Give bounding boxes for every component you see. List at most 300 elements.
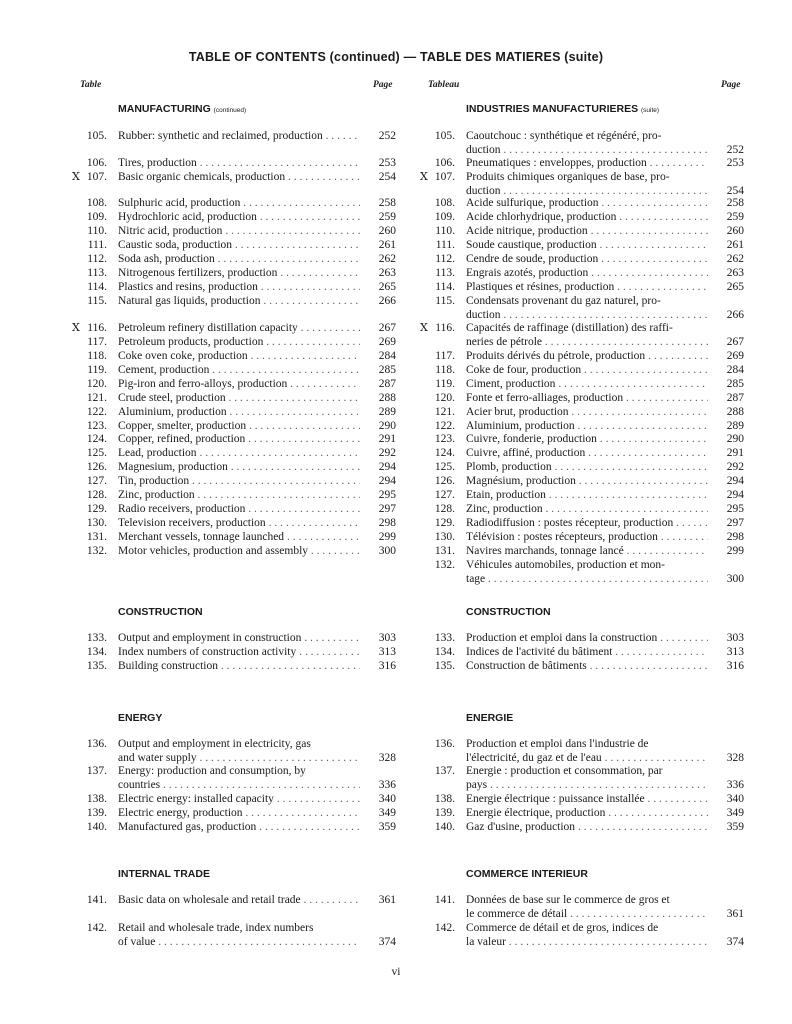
entry-number: 130.	[434, 531, 455, 543]
entry-number: 140.	[434, 821, 455, 833]
toc-entry	[428, 364, 744, 378]
entry-page-number: 298	[726, 531, 744, 543]
toc-entry	[428, 545, 744, 559]
entry-page-number: 316	[378, 660, 396, 672]
toc-entry	[80, 281, 396, 295]
entry-page-number: 259	[378, 211, 396, 223]
entry-page-number: 298	[378, 517, 396, 529]
entry-title-line: Radio receivers, production . . .	[118, 503, 360, 517]
entry-title-line: Engrais azotés, production . . .	[466, 267, 708, 281]
entry-title-line: Copper, smelter, production . . .	[118, 420, 360, 434]
toc-entry	[80, 793, 396, 807]
entry-title	[118, 765, 360, 792]
entry-title	[466, 211, 708, 225]
entry-title-line: Fonte et ferro-alliages, production . . .	[466, 392, 708, 406]
toc-entry	[428, 503, 744, 517]
entry-title-line: Acide nitrique, production . . .	[466, 225, 708, 239]
entry-title	[118, 336, 360, 350]
entry-title-line: Tin, production . . .	[118, 475, 360, 489]
entry-title-line: Building construction . . .	[118, 660, 360, 674]
entry-title	[118, 461, 360, 475]
entry-title	[118, 433, 360, 447]
toc-entry	[428, 447, 744, 461]
entry-title	[466, 793, 708, 807]
toc-entry	[428, 350, 744, 364]
toc-entry	[428, 489, 744, 503]
entry-title	[466, 157, 708, 171]
entry-number: 138.	[434, 793, 455, 805]
entry-title-line: Coke oven coke, production . . .	[118, 350, 360, 364]
toc-entry	[80, 267, 396, 281]
entry-page-number: 328	[378, 751, 396, 764]
entry-number: 116.	[87, 322, 107, 334]
entry-number: 132.	[86, 545, 107, 557]
entry-title	[118, 738, 360, 765]
toc-entry	[428, 559, 744, 586]
toc-entry	[80, 646, 396, 660]
entry-title	[466, 447, 708, 461]
entry-title-line: pays . . .	[466, 779, 708, 793]
entry-page-number: 289	[726, 420, 744, 432]
entry-title	[118, 922, 360, 949]
tableau-column-header: Tableau	[428, 80, 460, 90]
entry-page-number: 287	[378, 378, 396, 390]
entry-title	[466, 894, 708, 921]
entry-title	[118, 489, 360, 503]
entry-title-line: Electric energy, production . . .	[118, 807, 360, 821]
entry-title-line: Basic organic chemicals, production . . .	[118, 171, 360, 185]
entry-title-line: Acide chlorhydrique, production . . .	[466, 211, 708, 225]
section-title-text: ENERGIE	[466, 712, 514, 724]
section-title	[118, 712, 162, 724]
page-title: TABLE OF CONTENTS (continued) — TABLE DES MATIERES (suite)	[188, 50, 604, 64]
entry-title	[466, 295, 708, 322]
entry-mark: Ⅹ	[420, 171, 428, 183]
entry-page-number: 263	[726, 267, 744, 279]
toc-entry	[80, 336, 396, 350]
entry-title-line: Coke de four, production . . .	[466, 364, 708, 378]
entry-title-line: Energy: production and consumption, by	[118, 765, 306, 777]
entry-title-line: Motor vehicles, production and assembly . . .	[118, 545, 360, 559]
toc-entry	[80, 197, 396, 211]
entry-page-number: 328	[726, 751, 744, 764]
entry-title	[118, 157, 360, 171]
entry-number: 128.	[434, 503, 455, 515]
entry-title-line: Index numbers of construction activity . . .	[118, 646, 360, 660]
entry-number: 117.	[435, 350, 455, 362]
entry-title	[118, 793, 360, 807]
entry-page-number: 316	[726, 660, 744, 672]
entry-title-line: Cement, production . . .	[118, 364, 360, 378]
entry-title	[118, 171, 360, 185]
entry-number: 118.	[435, 364, 455, 376]
entry-page-number: 252	[378, 130, 396, 142]
entry-number: 123.	[434, 433, 455, 445]
entry-number: 131.	[86, 531, 107, 543]
entry-title	[118, 322, 360, 336]
entry-title	[466, 660, 708, 674]
toc-entry	[428, 807, 744, 821]
entry-title-line: Hydrochloric acid, production . . .	[118, 211, 360, 225]
entry-title	[118, 281, 360, 295]
toc-entry	[72, 171, 396, 185]
entry-title	[118, 197, 360, 211]
entry-title	[466, 130, 708, 157]
section-title-text: INTERNAL TRADE	[118, 868, 210, 880]
entry-title-line: Zinc, production . . .	[466, 503, 708, 517]
toc-entry	[80, 821, 396, 835]
entry-page-number: 291	[726, 447, 744, 459]
toc-entry	[428, 433, 744, 447]
entry-title-line: countries . . .	[118, 779, 360, 793]
entry-page-number: 303	[726, 632, 744, 644]
entry-title	[118, 378, 360, 392]
entry-title	[118, 253, 360, 267]
entry-page-number: 253	[378, 157, 396, 169]
entry-page-number: 292	[378, 447, 396, 459]
entry-title-line: Copper, refined, production . . .	[118, 433, 360, 447]
entry-page-number: 285	[378, 364, 396, 376]
entry-number: 141.	[434, 894, 455, 906]
entry-number: 123.	[86, 420, 107, 432]
entry-title	[466, 350, 708, 364]
toc-entry	[80, 807, 396, 821]
entry-number: 137.	[434, 765, 455, 777]
toc-entry	[80, 378, 396, 392]
entry-title	[466, 239, 708, 253]
entry-title-line: Véhicules automobiles, production et mon-	[466, 559, 665, 571]
entry-number: 126.	[434, 475, 455, 487]
entry-title	[118, 225, 360, 239]
entry-mark: Ⅹ	[420, 322, 428, 334]
toc-entry	[80, 239, 396, 253]
entry-number: 107.	[86, 171, 107, 183]
entry-title-line: Retail and wholesale trade, index numbers	[118, 922, 314, 934]
toc-entry	[80, 211, 396, 225]
entry-title-line: Soda ash, production . . .	[118, 253, 360, 267]
entry-title-line: Magnésium, production . . .	[466, 475, 708, 489]
entry-title-line: Plomb, production . . .	[466, 461, 708, 475]
section-title	[466, 712, 513, 724]
entry-number: 115.	[435, 295, 455, 307]
entry-title	[466, 267, 708, 281]
entry-title-line: Sulphuric acid, production . . .	[118, 197, 360, 211]
toc-entry	[80, 531, 396, 545]
entry-number: 108.	[86, 197, 107, 209]
section-title-text: CONSTRUCTION	[118, 606, 203, 618]
entry-number: 129.	[86, 503, 107, 515]
entry-number: 125.	[86, 447, 107, 459]
entry-title-line: Soude caustique, production . . .	[466, 239, 708, 253]
entry-title	[118, 475, 360, 489]
entry-number: 116.	[435, 322, 455, 334]
toc-entry	[428, 922, 744, 949]
toc-entry	[428, 821, 744, 835]
section-title-text: CONSTRUCTION	[466, 606, 551, 618]
entry-page-number: 267	[378, 322, 396, 334]
entry-page-number: 284	[378, 350, 396, 362]
entry-title-line: Caustic soda, production . . .	[118, 239, 360, 253]
toc-entry	[80, 503, 396, 517]
entry-title	[118, 646, 360, 660]
entry-page-number: 299	[378, 531, 396, 543]
entry-number: 105.	[86, 130, 107, 142]
entry-page-number: 288	[378, 392, 396, 404]
table-column-header: Table	[80, 80, 102, 90]
toc-entry	[428, 281, 744, 295]
entry-title-line: Condensats provenant du gaz naturel, pro-	[466, 295, 661, 307]
entry-title-line: Manufactured gas, production . . .	[118, 821, 360, 835]
section-title	[466, 868, 588, 880]
entry-title	[118, 632, 360, 646]
entry-page-number: 269	[726, 350, 744, 362]
entry-page-number: 349	[378, 807, 396, 819]
entry-title-line: Acide sulfurique, production . . .	[466, 197, 708, 211]
entry-page-number: 294	[378, 475, 396, 487]
entry-page-number: 361	[378, 894, 396, 906]
entry-page-number: 254	[378, 171, 396, 183]
toc-entry	[80, 894, 396, 908]
entry-title-line: Petroleum products, production . . .	[118, 336, 360, 350]
entry-number: 122.	[86, 406, 107, 418]
entry-title-line: Crude steel, production . . .	[118, 392, 360, 406]
entry-page-number: 349	[726, 807, 744, 819]
entry-page-number: 295	[378, 489, 396, 501]
entry-title-line: Etain, production . . .	[466, 489, 708, 503]
entry-title-line: Radiodiffusion : postes récepteur, production . . .	[466, 517, 708, 531]
entry-page-number: 313	[726, 646, 744, 658]
entry-number: 132.	[434, 559, 455, 571]
entry-title-line: le commerce de détail . . .	[466, 908, 708, 922]
entry-page-number: 290	[378, 420, 396, 432]
entry-title	[466, 517, 708, 531]
entry-title-line: Plastics and resins, production . . .	[118, 281, 360, 295]
section-title-note: (suite)	[641, 107, 660, 114]
entry-title	[466, 738, 708, 765]
entry-page-number: 359	[726, 821, 744, 833]
entry-title-line: l'électricité, du gaz et de l'eau . . .	[466, 752, 708, 766]
entry-title	[118, 295, 360, 309]
entry-title-line: Basic data on wholesale and retail trade . . .	[118, 894, 360, 908]
entry-page-number: 260	[726, 225, 744, 237]
toc-entry	[428, 295, 744, 322]
entry-title	[466, 821, 708, 835]
toc-entry	[80, 433, 396, 447]
entry-page-number: 252	[726, 143, 744, 156]
entry-page-number: 361	[726, 907, 744, 920]
entry-number: 124.	[434, 447, 455, 459]
entry-title	[466, 253, 708, 267]
entry-title	[466, 364, 708, 378]
toc-entry	[428, 157, 744, 171]
toc-entry	[80, 922, 396, 949]
section-title-text: ENERGY	[118, 712, 163, 724]
entry-number: 136.	[86, 738, 107, 750]
entry-title-line: duction . . .	[466, 309, 708, 323]
entry-number: 121.	[86, 392, 107, 404]
toc-entry	[80, 364, 396, 378]
entry-title	[466, 475, 708, 489]
entry-number: 131.	[434, 545, 455, 557]
entry-number: 137.	[86, 765, 107, 777]
entry-number: 109.	[86, 211, 107, 223]
entry-number: 114.	[87, 281, 107, 293]
entry-number: 121.	[434, 406, 455, 418]
entry-page-number: 300	[726, 572, 744, 585]
entry-title	[118, 531, 360, 545]
entry-title-line: Capacités de raffinage (distillation) des raffi-	[466, 322, 673, 334]
entry-title-line: duction . . .	[466, 144, 708, 158]
entry-number: 110.	[435, 225, 455, 237]
entry-title-line: la valeur . . .	[466, 936, 708, 950]
entry-title-line: and water supply . . .	[118, 752, 360, 766]
entry-title	[118, 392, 360, 406]
entry-number: 120.	[86, 378, 107, 390]
entry-page-number: 261	[726, 239, 744, 251]
toc-entry	[80, 350, 396, 364]
toc-entry	[428, 646, 744, 660]
page-folio: vi	[391, 966, 401, 978]
entry-title-line: Production et emploi dans l'industrie de	[466, 738, 649, 750]
entry-title-line: duction . . .	[466, 185, 708, 199]
toc-entry	[428, 197, 744, 211]
entry-number: 126.	[86, 461, 107, 473]
entry-title	[466, 420, 708, 434]
toc-entry	[428, 894, 744, 921]
entry-title	[118, 130, 360, 144]
entry-title-line: Television receivers, production . . .	[118, 517, 360, 531]
entry-number: 139.	[434, 807, 455, 819]
toc-entry	[428, 378, 744, 392]
entry-mark: Ⅹ	[72, 322, 80, 334]
entry-number: 105.	[434, 130, 455, 142]
entry-title	[466, 765, 708, 792]
entry-page-number: 289	[378, 406, 396, 418]
entry-title	[466, 461, 708, 475]
entry-page-number: 300	[378, 545, 396, 557]
entry-page-number: 265	[726, 281, 744, 293]
entry-title-line: Natural gas liquids, production . . .	[118, 295, 360, 309]
entry-title-line: Plastiques et résines, production . . .	[466, 281, 708, 295]
entry-title-line: Zinc, production . . .	[118, 489, 360, 503]
entry-number: 107.	[434, 171, 455, 183]
entry-page-number: 291	[378, 433, 396, 445]
entry-title-line: Aluminium, production . . .	[466, 420, 708, 434]
toc-entry	[428, 475, 744, 489]
entry-title-line: Gaz d'usine, production . . .	[466, 821, 708, 835]
entry-page-number: 254	[726, 184, 744, 197]
entry-page-number: 336	[378, 778, 396, 791]
entry-title-line: Nitrogenous fertilizers, production . . .	[118, 267, 360, 281]
toc-entry	[420, 171, 744, 198]
entry-title	[118, 239, 360, 253]
entry-page-number: 374	[726, 935, 744, 948]
entry-title-line: Nitric acid, production . . .	[118, 225, 360, 239]
entry-title	[466, 433, 708, 447]
entry-page-number: 340	[726, 793, 744, 805]
entry-title	[118, 545, 360, 559]
entry-title-line: neries de pétrole . . .	[466, 336, 708, 350]
entry-title-line: Pig-iron and ferro-alloys, production . . .	[118, 378, 360, 392]
entry-title-line: Commerce de détail et de gros, indices de	[466, 922, 659, 934]
entry-title	[118, 406, 360, 420]
toc-entry	[428, 531, 744, 545]
toc-entry	[80, 660, 396, 674]
toc-entry	[80, 765, 396, 792]
entry-title-line: Produits chimiques organiques de base, pro-	[466, 171, 670, 183]
entry-title	[118, 267, 360, 281]
entry-number: 119.	[87, 364, 107, 376]
entry-page-number: 285	[726, 378, 744, 390]
toc-entry	[428, 461, 744, 475]
entry-title	[466, 489, 708, 503]
entry-title-line: Acier brut, production . . .	[466, 406, 708, 420]
entry-number: 120.	[434, 392, 455, 404]
entry-title-line: Energie : production et consommation, par	[466, 765, 663, 777]
toc-entry	[80, 517, 396, 531]
toc-entry	[80, 447, 396, 461]
entry-title	[118, 807, 360, 821]
entry-number: 108.	[434, 197, 455, 209]
entry-number: 122.	[434, 420, 455, 432]
entry-title-line: Ciment, production . . .	[466, 378, 708, 392]
entry-title-line: Pneumatiques : enveloppes, production . . .	[466, 157, 708, 171]
entry-number: 119.	[435, 378, 455, 390]
entry-title-line: Caoutchouc : synthétique et régénéré, pro-	[466, 130, 662, 142]
toc-entry	[80, 253, 396, 267]
entry-title	[118, 447, 360, 461]
entry-page-number: 313	[378, 646, 396, 658]
toc-entry	[80, 632, 396, 646]
entry-title	[466, 531, 708, 545]
entry-page-number: 258	[726, 197, 744, 209]
entry-number: 133.	[86, 632, 107, 644]
entry-title	[466, 545, 708, 559]
toc-entry	[80, 130, 396, 144]
entry-number: 138.	[86, 793, 107, 805]
toc-entry	[80, 475, 396, 489]
toc-entry	[80, 420, 396, 434]
entry-page-number: 261	[378, 239, 396, 251]
entry-title	[466, 503, 708, 517]
entry-number: 106.	[86, 157, 107, 169]
entry-number: 140.	[86, 821, 107, 833]
entry-title-line: Merchant vessels, tonnage launched . . .	[118, 531, 360, 545]
toc-entry	[80, 406, 396, 420]
entry-title-line: Electric energy: installed capacity . . .	[118, 793, 360, 807]
section-title	[466, 103, 659, 115]
entry-title	[466, 406, 708, 420]
entry-title	[118, 211, 360, 225]
entry-title	[118, 350, 360, 364]
entry-page-number: 359	[378, 821, 396, 833]
toc-entry	[428, 793, 744, 807]
entry-page-number: 303	[378, 632, 396, 644]
entry-title-line: of value . . .	[118, 936, 360, 950]
entry-number: 118.	[87, 350, 107, 362]
entry-number: 115.	[87, 295, 107, 307]
entry-page-number: 295	[726, 503, 744, 515]
entry-number: 114.	[435, 281, 455, 293]
toc-entry	[80, 157, 396, 171]
entry-title	[466, 225, 708, 239]
entry-number: 142.	[434, 922, 455, 934]
entry-title-line: Energie électrique : puissance installée . . .	[466, 793, 708, 807]
entry-number: 109.	[434, 211, 455, 223]
section-title	[118, 606, 203, 618]
entry-page-number: 299	[726, 545, 744, 557]
entry-page-number: 374	[378, 935, 396, 948]
